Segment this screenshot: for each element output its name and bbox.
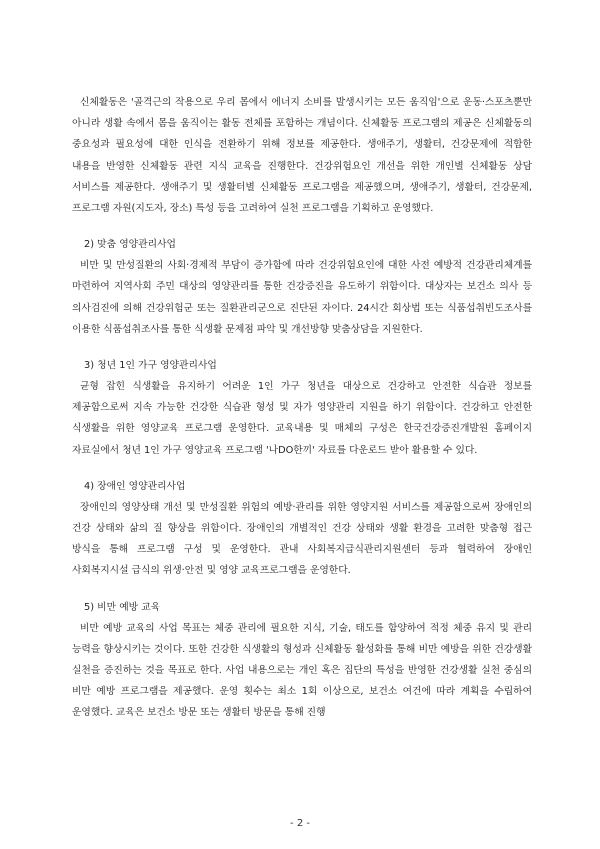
intro-paragraph: 신체활동은 '골격근의 작용으로 우리 몸에서 에너지 소비를 발생시키는 모든 움직임'으로 운동·스포츠뿐만 아니라 생활 속에서 몸을 움직이는 활동 전체를 포함하는 개념이다. 신체활동 프로그램의 제공은 신체활동의 중요성과 필요성에 대한 인식을 전환하기 위해 정보를 제공한다. 생애주기, 생활터, 건강문제에 적합한 내용을 반영한 신체활동 관련 지식 교육을 진행한다. 건강위험요인 개선을 위한 개인별 신체활동 상담 서비스를 제공한다. 생애주기 및 생활터별 신체활동 프로그램을 제공했으며, 생애주기, 생활터, 건강문제, 프로그램 자원(지도자, 장소) 특성 등을 고려하여 실천 프로그램을 기획하고 운영했다. bbox=[72, 97, 532, 215]
section-heading-nutrition: 2) 맞춤 영양관리사업 bbox=[84, 239, 176, 251]
section-heading-obesity: 5) 비만 예방 교육 bbox=[84, 601, 161, 613]
section-paragraph-obesity: 비만 예방 교육의 사업 목표는 체중 관리에 필요한 지식, 기술, 태도를 함양하여 적정 체중 유지 및 관리 능력을 향상시키는 것이다. 또한 건강한 식생활의 형성과 신체활동 활성화를 통해 비만 예방을 위한 건강생활 실천을 증진하는 것을 목표로 한다. 사업 내용으로는 개인 혹은 집단의 특성을 반영한 건강생활 실천 중심의 비만 예방 프로그램을 제공했다. 운영 횟수는 최소 1회 이상으로, 보건소 여건에 따라 계획을 수립하여 운영했다. 교육은 보건소 방문 또는 생활터 방문을 통해 진행 bbox=[72, 622, 532, 719]
section-paragraph-nutrition: 비만 및 만성질환의 사회·경제적 부담이 증가함에 따라 건강위험요인에 대한 사전 예방적 건강관리체계를 마련하여 지역사회 주민 대상의 영양관리를 통한 건강증진을 유도하기 위함이다. 대상자는 보건소 의사 등 의사검진에 의해 건강위험군 또는 질환관리군으로 진단된 자이다. 24시간 회상법 또는 식품섭취빈도조사를 이용한 식품섭취조사를 통한 식생활 문제점 파악 및 개선방향 맞춤상담을 지원한다. bbox=[72, 260, 532, 335]
section-paragraph-youth: 균형 잡힌 식생활을 유지하기 어려운 1인 가구 청년을 대상으로 건강하고 안전한 식습관 정보를 제공함으로써 지속 가능한 건강한 식습관 형성 및 자가 영양관리 지원을 하기 위함이다. 건강하고 안전한 식생활을 위한 영양교육 프로그램 운영한다. 교육내용 및 매체의 구성은 한국건강증진개발원 홈페이지 자료실에서 청년 1인 가구 영양교육 프로그램 '나DO한끼' 자료를 다운로드 받아 활용할 수 있다. bbox=[72, 381, 532, 456]
section-paragraph-disabled: 장애인의 영양상태 개선 및 만성질환 위험의 예방·관리를 위한 영양지원 서비스를 제공함으로써 장애인의 건강 상태와 삶의 질 향상을 위함이다. 장애인의 개별적인 건강 상태와 생활 환경을 고려한 맞춤형 접근 방식을 통해 프로그램 구성 및 운영한다. 관내 사회복지급식관리지원센터 등과 협력하여 장애인 사회복지시설 급식의 위생·안전 및 영양 교육프로그램을 운영한다. bbox=[72, 501, 532, 577]
section-heading-youth: 3) 청년 1인 가구 영양관리사업 bbox=[84, 360, 217, 372]
page-number: - 2 - bbox=[290, 818, 310, 829]
document-body bbox=[72, 92, 532, 724]
section-heading-disabled: 4) 장애인 영양관리사업 bbox=[84, 480, 186, 492]
